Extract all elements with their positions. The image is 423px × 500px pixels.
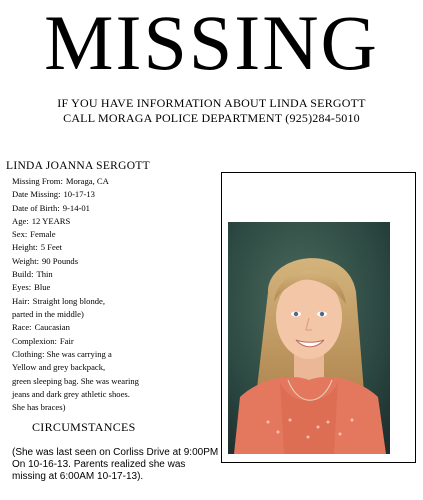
detail-race <box>12 321 212 334</box>
detail-value: parted in the middle) <box>12 308 84 319</box>
detail-label: Date of Birth: <box>12 202 60 213</box>
detail-date-of-birth <box>12 202 212 215</box>
circumstances-heading: CIRCUMSTANCES <box>32 420 136 434</box>
detail-sex <box>12 228 212 241</box>
detail-value: Thin <box>36 269 53 280</box>
detail-height <box>12 241 212 254</box>
police-contact-line: CALL MORAGA POLICE DEPARTMENT (925)284-5010 <box>63 111 360 125</box>
detail-label: Sex: <box>12 229 28 240</box>
detail-value: 12 YEARS <box>31 215 71 226</box>
detail-hair-continued <box>12 308 212 321</box>
info-line: IF YOU HAVE INFORMATION ABOUT LINDA SERGOTT <box>57 96 366 110</box>
detail-value: Caucasian <box>34 322 70 333</box>
clothing-line: She has braces) <box>12 402 66 413</box>
detail-label: Missing From: <box>12 176 63 186</box>
detail-label: Weight: <box>12 255 39 266</box>
detail-value: 5 Feet <box>40 242 63 253</box>
circumstances-text <box>12 447 227 483</box>
portrait-illustration <box>228 222 390 454</box>
detail-label: Race: <box>12 322 32 333</box>
clothing-line: green sleeping bag. She was wearing <box>12 375 139 386</box>
detail-complexion <box>12 335 212 348</box>
detail-age <box>12 215 212 228</box>
detail-label: Build: <box>12 269 34 280</box>
person-full-name: LINDA JOANNA SERGOTT <box>6 160 150 172</box>
detail-label: Height: <box>12 242 38 253</box>
detail-build <box>12 268 212 281</box>
detail-label: Age: <box>12 215 29 226</box>
clothing-line: jeans and dark grey athletic shoes. <box>12 388 130 399</box>
detail-label: Date Missing: <box>12 189 61 200</box>
circumstances-line: (She was last seen on Corliss Drive at 9:00PM <box>12 447 219 458</box>
detail-label: Hair: <box>12 295 30 306</box>
detail-eyes <box>12 281 212 294</box>
clothing-description <box>12 348 212 414</box>
circumstances-line: On 10-16-13. Parents realized she was <box>12 459 186 470</box>
detail-value: 10-17-13 <box>63 189 95 200</box>
detail-value: Straight long blonde, <box>32 295 105 306</box>
headline: MISSING <box>44 0 379 86</box>
clothing-line: Yellow and grey backpack, <box>12 362 106 373</box>
person-details <box>12 175 212 348</box>
clothing-line: Clothing: She was carrying a <box>12 349 112 359</box>
detail-value: 9-14-01 <box>62 202 90 213</box>
circumstances-line: missing at 6:00AM 10-17-13). <box>12 471 144 482</box>
detail-value: Female <box>30 229 56 240</box>
detail-date-missing <box>12 188 212 201</box>
portrait-photo <box>228 222 390 454</box>
detail-value: 90 Pounds <box>42 255 79 266</box>
detail-weight <box>12 255 212 268</box>
detail-value: Blue <box>34 282 51 293</box>
detail-value: Moraga, CA <box>65 176 109 186</box>
detail-hair <box>12 295 212 308</box>
detail-label: Eyes: <box>12 282 32 293</box>
detail-value: Fair <box>59 335 74 346</box>
detail-missing-from <box>12 175 212 188</box>
detail-label: Complexion: <box>12 335 57 346</box>
